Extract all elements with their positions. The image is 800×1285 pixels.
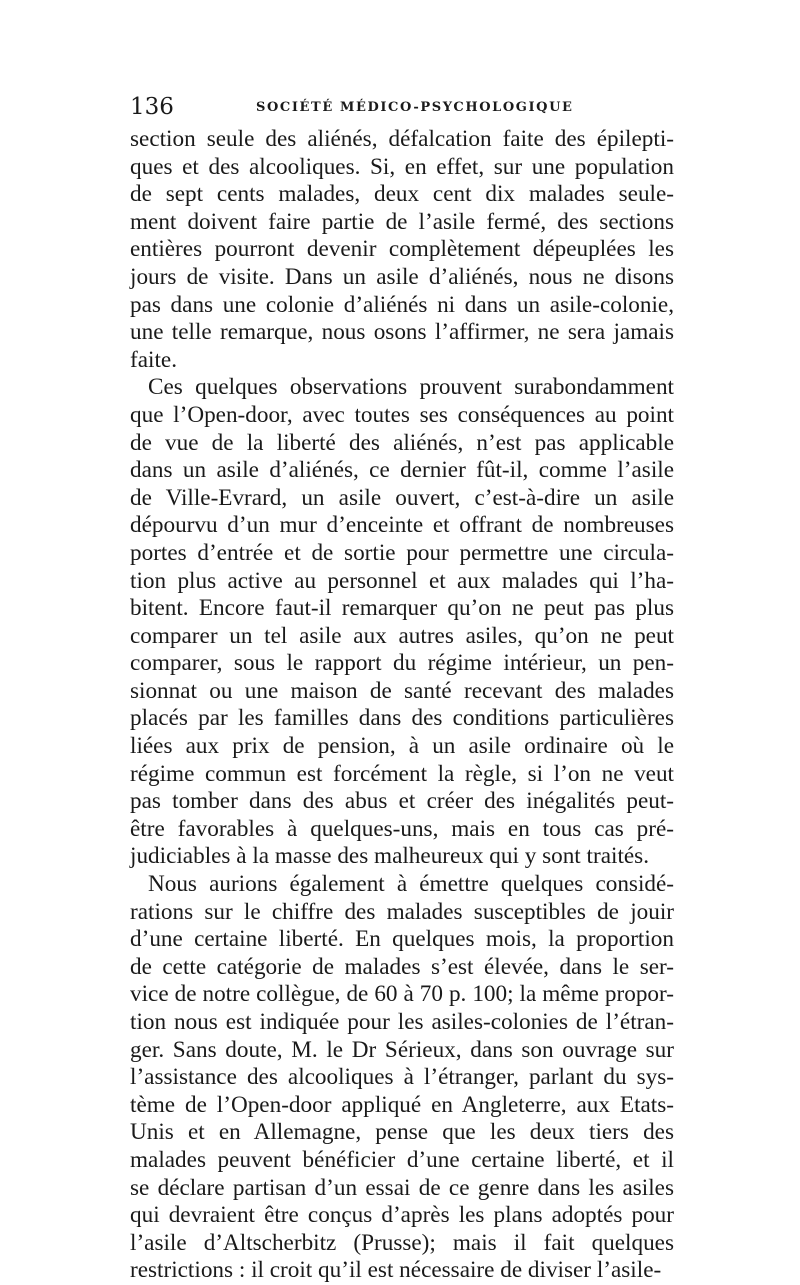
text-line: d’une certaine liberté. En quelques mois, la proportion (130, 926, 674, 953)
text-line: dépourvu d’un mur d’enceinte et offrant de nombreuses (130, 512, 674, 539)
paragraph (130, 374, 674, 871)
text-line: Nous aurions également à émettre quelques considé- (148, 871, 674, 898)
text-line: ger. Sans doute, M. le Dr Sérieux, dans son ouvrage sur (130, 1036, 674, 1063)
text-line: comparer un tel asile aux autres asiles, qu’on ne peut (130, 622, 674, 649)
text-line: section seule des aliénés, défalcation faite des épilepti- (130, 126, 674, 152)
text-line: rations sur le chiffre des malades susceptibles de jouir (130, 898, 674, 925)
text-line: portes d’entrée et de sortie pour permettre une circula- (130, 539, 674, 566)
text-line: pas tomber dans des abus et créer des inégalités peut- (130, 788, 674, 815)
text-line: l’assistance des alcooliques à l’étranger, parlant du sys- (130, 1064, 674, 1091)
paragraph (130, 126, 674, 374)
text-line: jours de visite. Dans un asile d’aliénés, nous ne disons (130, 263, 674, 290)
paragraph (130, 871, 674, 1285)
text-line: une telle remarque, nous osons l’affirmer, ne sera jamais (130, 319, 674, 346)
text-line: placés par les familles dans des conditions particulières (130, 705, 674, 732)
text-line: de cette catégorie de malades s’est élevée, dans le ser- (130, 953, 674, 980)
body-text (130, 126, 674, 1285)
text-line: tion nous est indiquée pour les asiles-colonies de l’étran- (130, 1009, 674, 1035)
text-line: régime commun est forcément la règle, si l’on ne veut (130, 760, 674, 787)
page-number: 136 (130, 94, 174, 120)
page-header (130, 94, 674, 128)
text-line: ques et des alcooliques. Si, en effet, sur une population (130, 153, 674, 180)
text-line: qui devraient être conçus d’après les plans adoptés pour (130, 1202, 674, 1229)
text-line: dans un asile d’aliénés, ce dernier fût-il, comme l’asile (130, 457, 674, 484)
text-line: comparer, sous le rapport du régime intérieur, un pen- (130, 650, 674, 677)
text-line: l’asile d’Altscherbitz (Prusse); mais il fait quelques (130, 1229, 674, 1256)
text-line: sionnat ou une maison de santé recevant des malades (130, 677, 674, 704)
text-line: tème de l’Open-door appliqué en Angleterre, aux Etats- (130, 1091, 674, 1118)
text-line: pas dans une colonie d’aliénés ni dans un asile-colonie, (130, 291, 674, 318)
text-line: restrictions : il croit qu’il est nécessaire de diviser l’asile- (130, 1257, 662, 1284)
text-line: de Ville-Evrard, un asile ouvert, c’est-à-dire un asile (130, 484, 674, 511)
text-line: être favorables à quelques-uns, mais en tous cas pré- (130, 815, 674, 842)
text-line: de sept cents malades, deux cent dix malades seule- (130, 181, 674, 208)
text-line: judiciables à la masse des malheureux qui y sont traités. (130, 843, 650, 870)
text-line: de vue de la liberté des aliénés, n’est pas applicable (130, 429, 674, 456)
text-line: tion plus active au personnel et aux malades qui l’ha- (130, 567, 674, 594)
text-line: que l’Open-door, avec toutes ses conséquences au point (130, 401, 674, 428)
text-line: bitent. Encore faut-il remarquer qu’on ne peut pas plus (130, 595, 674, 622)
text-line: ment doivent faire partie de l’asile fermé, des sections (130, 208, 674, 235)
text-line: malades peuvent bénéficier d’une certaine liberté, et il (130, 1146, 674, 1173)
text-line: Unis et en Allemagne, pense que les deux tiers des (130, 1119, 674, 1146)
text-line: liées aux prix de pension, à un asile ordinaire où le (130, 733, 674, 760)
text-line: entières pourront devenir complètement dépeuplées les (130, 236, 674, 263)
text-line: Ces quelques observations prouvent surabondamment (148, 374, 674, 401)
text-line: se déclare partisan d’un essai de ce genre dans les asiles (130, 1174, 674, 1201)
running-title: SOCIÉTÉ MÉDICO-PSYCHOLOGIQUE (256, 100, 574, 115)
text-line: faite. (130, 346, 177, 373)
text-line: vice de notre collègue, de 60 à 70 p. 100; la même propor- (130, 981, 674, 1008)
